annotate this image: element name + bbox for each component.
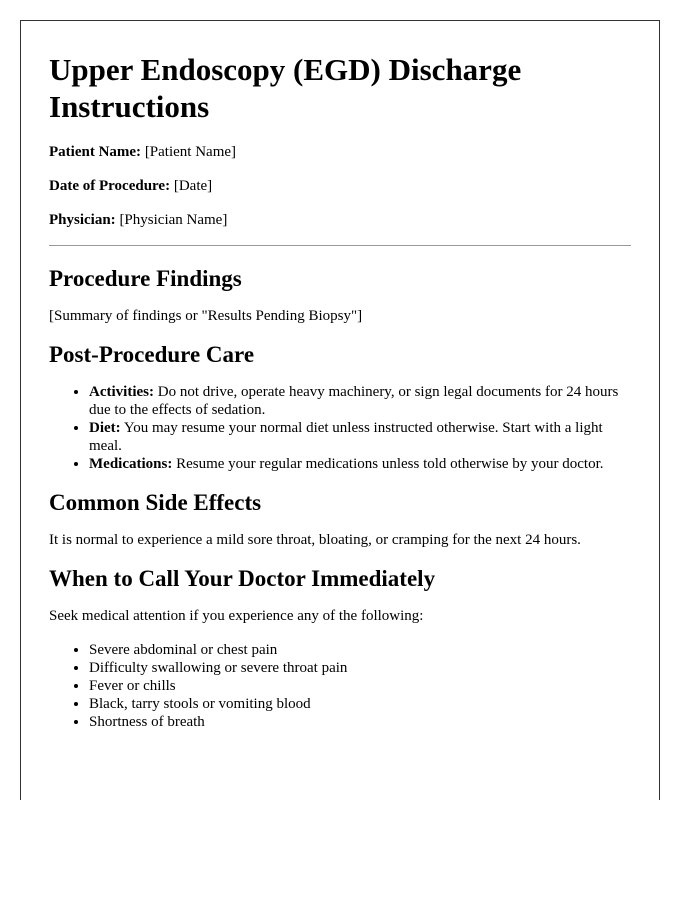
document-title: Upper Endoscopy (EGD) Discharge Instructions	[49, 52, 522, 124]
care-item-diet	[89, 419, 631, 455]
call-doctor-intro: Seek medical attention if you experience any of the following:	[49, 608, 424, 624]
side-effects-text: It is normal to experience a mild sore throat, bloating, or cramping for the next 24 hours.	[49, 532, 581, 548]
patient-name-value: [Patient Name]	[144, 144, 237, 160]
patient-name-line	[49, 143, 631, 161]
care-item-activities	[89, 383, 631, 419]
section-divider	[49, 245, 631, 246]
list-item: • Difficulty swallowing or severe throat pain	[89, 659, 631, 677]
procedure-date-value: [Date]	[173, 178, 213, 194]
findings-section	[49, 265, 631, 325]
care-item-text: You may resume your normal diet unless instructed otherwise. Start with a light meal.	[89, 420, 603, 454]
procedure-date-line	[49, 177, 631, 195]
list-item: • Black, tarry stools or vomiting blood	[89, 695, 631, 713]
care-section	[49, 341, 631, 473]
symptom-list	[49, 641, 631, 731]
call-doctor-heading: When to Call Your Doctor Immediately	[49, 566, 436, 591]
care-item-label: Activities:	[89, 384, 154, 400]
list-item: • Fever or chills	[89, 677, 631, 695]
side-effects-section	[49, 489, 631, 549]
list-item: • Shortness of breath	[89, 713, 631, 731]
care-heading: Post-Procedure Care	[49, 342, 255, 367]
care-item-label: Medications:	[89, 456, 173, 472]
side-effects-heading: Common Side Effects	[49, 490, 262, 515]
findings-text: [Summary of findings or "Results Pending Biopsy"]	[49, 308, 363, 324]
findings-heading: Procedure Findings	[49, 266, 242, 291]
physician-line	[49, 211, 631, 229]
discharge-document	[20, 20, 660, 800]
care-item-medications	[89, 455, 631, 473]
procedure-date-label: Date of Procedure:	[49, 178, 171, 194]
physician-label: Physician:	[49, 212, 116, 228]
list-item: • Severe abdominal or chest pain	[89, 641, 631, 659]
patient-name-label: Patient Name:	[49, 144, 142, 160]
care-list	[49, 383, 631, 473]
care-item-text: Do not drive, operate heavy machinery, or sign legal documents for 24 hours due to the effects of sedation.	[89, 384, 619, 418]
physician-value: [Physician Name]	[119, 212, 228, 228]
care-item-text: Resume your regular medications unless told otherwise by your doctor.	[176, 456, 604, 472]
care-item-label: Diet:	[89, 420, 121, 436]
call-doctor-section	[49, 565, 631, 731]
